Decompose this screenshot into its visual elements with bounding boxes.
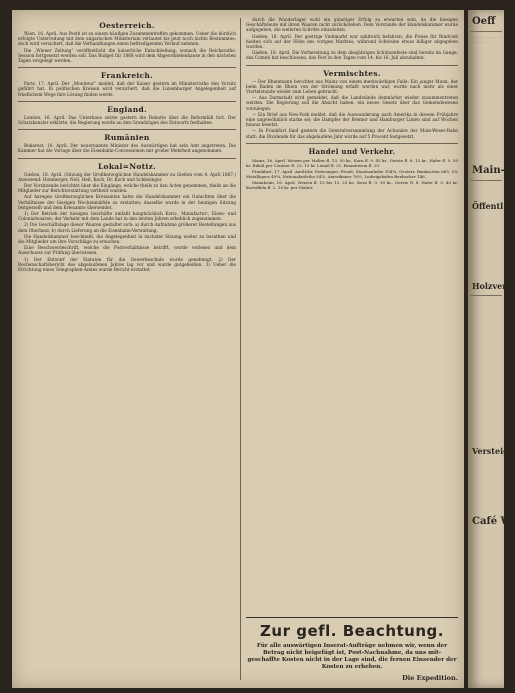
section-heading: England. <box>107 104 147 114</box>
section-england <box>18 105 236 126</box>
paragraph: Die Handelskammer beschließt, die Angelegenheit in nächster Sitzung weiter zu berathen und die Mitglieder um ihre Vorschläge zu ersuchen. <box>18 234 236 246</box>
section-heading: Vermischtes. <box>323 68 381 78</box>
divider <box>18 101 236 102</box>
section-austria <box>18 21 236 64</box>
section-france <box>18 71 236 98</box>
paragraph: Mainz, 16. April. Weizen per Malter fl. 13. 30 kr., Korn fl. 9. 45 kr., Gerste fl. 8. 15 kr., Hafer fl. 5. 50 kr. Rüböl per Centner fl. 23. 15 kr. Leinöl fl. 21. Branntwein fl. 20. <box>246 157 458 168</box>
paragraph: 2) Die Geschäftslage dieser Waaren gestaltet sich: a) durch Aufnahme größerer Bestellungen aus dem Oberland; b) durch Lieferung an die Eisenbahn-Verwaltung. <box>18 223 236 234</box>
advertisement-title: Zur gefl. Beachtung. <box>260 622 444 640</box>
paragraph: — Ein Brief aus New-York meldet, daß die Auswanderung nach Amerika in diesem Frühjahre eine ungewöhnlich starke sei; die Dampfer der Bremer und Hamburger Linien sind auf Wochen hinaus besetzt. <box>246 112 458 129</box>
paragraph: Frankfurt, 17. April. Amtliche Notirungen: Preuß. Staatsanleihe 104¾, Oesterr. Bankactien 685, 5% Metalliques 49¼, Nationalanleihe 54⅝, Amerikaner 76½, Ludwigshafen-Bexbacher 146. <box>246 168 458 179</box>
facing-page-heading: Öffentl <box>472 201 504 212</box>
facing-page-heading: Versteig <box>472 446 509 457</box>
section-heading: Lokal=Notiz. <box>97 161 157 171</box>
divider <box>470 295 502 296</box>
facing-page-edge <box>468 10 515 688</box>
section-miscellaneous <box>246 69 458 140</box>
left-column <box>18 18 236 680</box>
section-romania <box>18 133 236 154</box>
divider <box>18 129 236 130</box>
divider <box>470 180 502 181</box>
divider <box>470 31 502 32</box>
paragraph: — In Frankfurt fand gestern die Generalversammlung der Actionäre der Main-Weser-Bahn statt; die Dividende für das abgelaufene Jahr wurde auf 5 Procent festgesetzt. <box>246 129 458 140</box>
section-heading: Rumänien <box>104 133 150 143</box>
section-heading: Frankreich. <box>100 71 154 81</box>
divider <box>18 158 236 159</box>
paragraph: Gießen, 18. April. (Sitzung der Großherzoglichen Handelskammer zu Gießen vom 4. April 1867.) Anwesend: Homberger, Noll, Heß, Koch, Dr. Koch und Schlesinger. <box>18 172 236 183</box>
paragraph: Gießen, 18. April. Die Vorbereitung zu dem diesjährigen Schützenfeste sind bereits im Gange; das Comité hat beschlossen, das Fest in den Tagen vom 14. bis 16. Juli abzuhalten. <box>246 51 458 62</box>
newspaper-page <box>12 10 464 688</box>
paragraph: Bukarest, 16. April. Der neuernannte Minister des Auswärtigen hat sein Amt angetreten. Die Kammer hat die Vorlage über die Eisenbahn-Concessionen mit großer Mehrheit angenommen. <box>18 144 236 155</box>
section-trade <box>246 147 458 190</box>
paragraph: London, 16. April. Das Unterhaus setzte gestern die Debatte über die Reformbill fort. Der Schatzkanzler erklärte, die Regierung werde an den Grundzügen des Entwurfs festhalten. <box>18 115 236 127</box>
divider <box>246 143 458 144</box>
paragraph: durch die Wanderlager wohl ein günstiger Erfolg zu erwarten sein, da die hiesigen Geschäftsleute mit ihren Waaren nicht zurückstehen. Dem Vorstande der Handelskammer wurde aufgegeben, die weiteren Schritte einzuleiten. <box>246 18 458 34</box>
facing-page-heading: Holzver <box>472 281 507 292</box>
paragraph: 1) Der Betrieb der hiesigen Geschäfte umfaßt hauptsächlich Korn-, Manufactur-, Eisen- und Colonialwaaren; der Verkehr mit dem Lande hat in den letzten Jahren erheblich zugenommen. <box>18 212 236 223</box>
facing-page-heading: Café W <box>472 516 512 528</box>
section-continuation <box>246 18 458 62</box>
paragraph: Auf Anregen Großherzoglichen Kreisamtes hatte die Handelskammer ein Gutachten über die Verhältnisse der hiesigen Wochenmärkte zu erstatten; dasselbe wurde in der heutigen Sitzung festgestellt und dem Kreisamte übersendet. <box>18 195 236 211</box>
paragraph: — Der Rheinmann berichtet aus Mainz von einem merkwürdigen Falle: Ein junger Mann, der beim Baden im Rhein von der Strömung erfaßt worden war, wurde nach mehr als einer Viertelstunde wieder zum Leben gebracht. <box>246 79 458 96</box>
advertisement-notice <box>246 617 458 680</box>
advertisement-signature: Die Expedition. <box>402 674 458 682</box>
paragraph: Eine Beschwerdeschrift, welche die Postverhältnisse betrifft, wurde verlesen und dem Ausschusse zur Prüfung überwiesen. <box>18 246 236 257</box>
paragraph: Der Vorsitzende berichtet über die Eingänge, welche theils zu den Acten genommen, theils an die Mitglieder zur Berichterstattung vertheilt wurden. <box>18 184 236 195</box>
paragraph: Paris, 17. April. Der „Moniteur“ meldet, daß der Kaiser gestern im Ministerrathe den Vorsitz geführt hat. In politischen Kreisen wird versichert, daß die Luxemburger Angelegenheit auf friedlichem Wege ihre Lösung finden werde. <box>18 82 236 98</box>
facing-page-text: · · · · · · · · · · · · · · · · · · · · · <box>472 36 501 45</box>
advertisement-body: Für alle auswärtigen Inserat-Aufträge nehmen wir, wenn der Betrag nicht beigefügt ist, Post-Nachnahme, da uns mit- geschaffte Kosten nicht in der Lage sind, die fernen Einsender der Kosten zu erheben. <box>247 643 457 670</box>
right-column <box>246 18 458 680</box>
facing-page-heading: Oeff <box>472 16 496 27</box>
facing-page-heading: Main-W <box>472 165 515 177</box>
paragraph: Wien, 16. April. Aus Pesth ist zu einem häufigen Zusammentreffen gekommen. Ueber die kürzlich erfolgte Unterredung mit dem ungarischen Ministerium verlautet bis jetzt noch nichts Bestimmtes; doch wird versichert, daß die Verhandlungen einen befriedigenden Verlauf nehmen. <box>18 32 236 48</box>
paragraph: — Aus Darmstadt wird gemeldet, daß die Landstände demnächst wieder zusammentreten werden. Die Regierung soll die Absicht haben, ein neues Gesetz über das Gemeindewesen vorzulegen. <box>246 96 458 112</box>
paragraph: Gießen, 18. April. Der gestrige Viehmarkt war zahlreich befahren; die Preise für Rindvieh hielten sich auf der Höhe des vorigen Marktes, während Schweine etwas billiger abgegeben wurden. <box>246 34 458 51</box>
paragraph: 1) Der Entwurf der Statuten für die Gewerbeschule wurde genehmigt. 2) Der Rechenschaftsbericht des abgelaufenen Jahres lag vor und wurde gutgeheißen. 3) Ueber die Errichtung eines Telegraphen-Amtes wurde Bericht erstattet. <box>18 257 236 274</box>
divider <box>246 65 458 66</box>
section-heading: Oesterreich. <box>99 21 155 30</box>
section-heading: Handel und Verkehr. <box>308 146 396 156</box>
paragraph: Die „Wiener Zeitung“ veröffentlicht die kaiserliche Entschließung, wonach die Reichsraths-Session fortgesetzt werden soll. Das Budget für 1868 wird dem Abgeordnetenhause in den nächsten Tagen vorgelegt werden. <box>18 48 236 65</box>
divider <box>18 67 236 68</box>
column-rule <box>240 18 241 680</box>
paragraph: Mannheim, 16. April. Weizen fl. 13 bis 13. 20 kr., Korn fl. 9. 30 kr., Gerste fl. 8, Hafer fl. 5. 40 kr. Kartoffeln fl. 2. 10 kr. per Malter. <box>246 179 458 190</box>
section-local-news <box>18 162 236 274</box>
